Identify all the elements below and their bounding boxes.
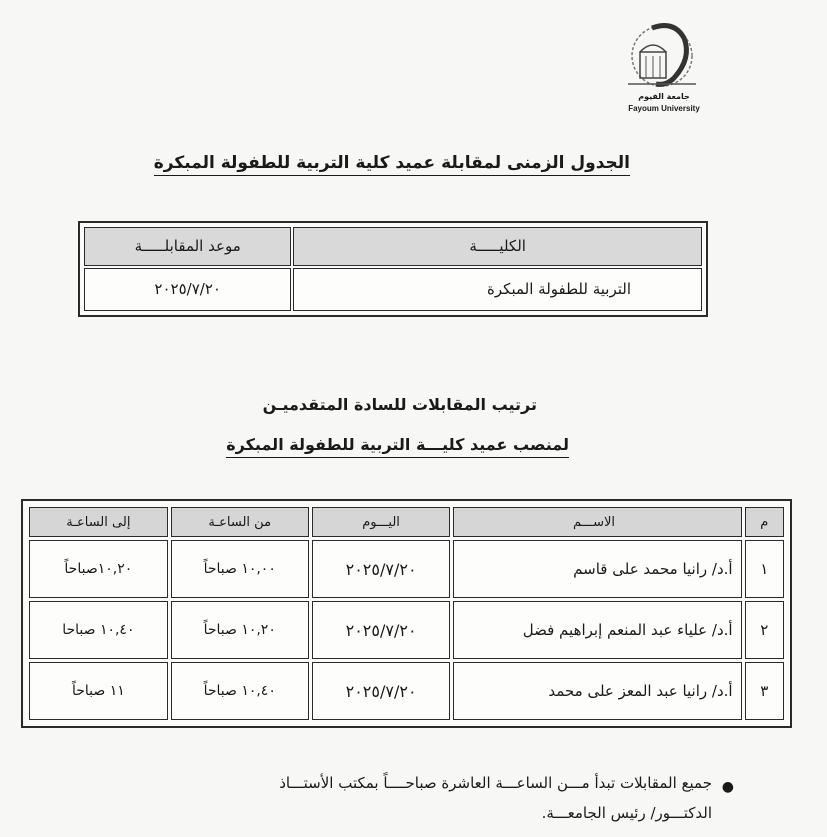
header-from-time: من الساعـة xyxy=(171,507,309,537)
note-line-1: جميع المقابلات تبدأ مـــن الساعـــة العاشرة صباحــــاً بمكتب الأستـــاذ xyxy=(279,774,712,792)
interview-day: ٢٠٢٥/٧/٢٠ xyxy=(312,662,451,720)
table-row xyxy=(29,540,784,598)
candidates-position-title: لمنصب عميد كليـــة التربية للطفولة المبكرة xyxy=(226,434,569,458)
candidate-name: أ.د/ رانيا محمد على قاسم xyxy=(453,540,741,598)
row-number: ٣ xyxy=(745,662,784,720)
logo-english-name: Fayoum University xyxy=(628,104,700,113)
to-time: ١٠,٤٠ صباحا xyxy=(29,601,168,659)
candidates-table xyxy=(21,499,792,728)
bullet-icon: ● xyxy=(721,779,734,795)
faculty-name: التربية للطفولة المبكرة xyxy=(293,268,702,311)
university-emblem-icon xyxy=(612,8,712,94)
candidate-name: أ.د/ علياء عبد المنعم إبراهيم فضل xyxy=(453,601,741,659)
row-number: ١ xyxy=(745,540,784,598)
interview-table-row xyxy=(84,268,702,311)
header-interview-date: موعد المقابلـــــة xyxy=(84,227,291,266)
interview-date-table xyxy=(78,221,708,317)
interview-day: ٢٠٢٥/٧/٢٠ xyxy=(312,540,451,598)
from-time: ١٠,٤٠ صباحاً xyxy=(171,662,309,720)
header-day: اليـــوم xyxy=(312,507,451,537)
header-to-time: إلى الساعـة xyxy=(29,507,168,537)
to-time: ١٠,٢٠صباحاً xyxy=(29,540,168,598)
header-number: م xyxy=(745,507,784,537)
interviews-note xyxy=(122,768,734,828)
candidate-name: أ.د/ رانيا عبد المعز على محمد xyxy=(453,662,741,720)
to-time: ١١ صباحاً xyxy=(29,662,168,720)
university-logo xyxy=(612,8,712,112)
logo-arabic-name: جامعة الفيوم xyxy=(638,92,690,101)
schedule-title: الجدول الزمنى لمقابلة عميد كلية التربية للطفولة المبكرة xyxy=(154,152,630,176)
table-row xyxy=(29,662,784,720)
candidates-order-title: ترتيب المقابلات للسادة المتقدميـن xyxy=(262,395,537,414)
interview-date: ٢٠٢٥/٧/٢٠ xyxy=(84,268,291,311)
candidates-table-header xyxy=(29,507,784,537)
from-time: ١٠,٠٠ صباحاً xyxy=(171,540,309,598)
header-faculty: الكليـــــة xyxy=(293,227,702,266)
table-row xyxy=(29,601,784,659)
row-number: ٢ xyxy=(745,601,784,659)
interview-day: ٢٠٢٥/٧/٢٠ xyxy=(312,601,451,659)
note-line-2: الدكتـــور/ رئيس الجامعـــة. xyxy=(541,804,712,822)
from-time: ١٠,٢٠ صباحاً xyxy=(171,601,309,659)
interview-table-header xyxy=(84,227,702,266)
header-name: الاســـم xyxy=(453,507,741,537)
